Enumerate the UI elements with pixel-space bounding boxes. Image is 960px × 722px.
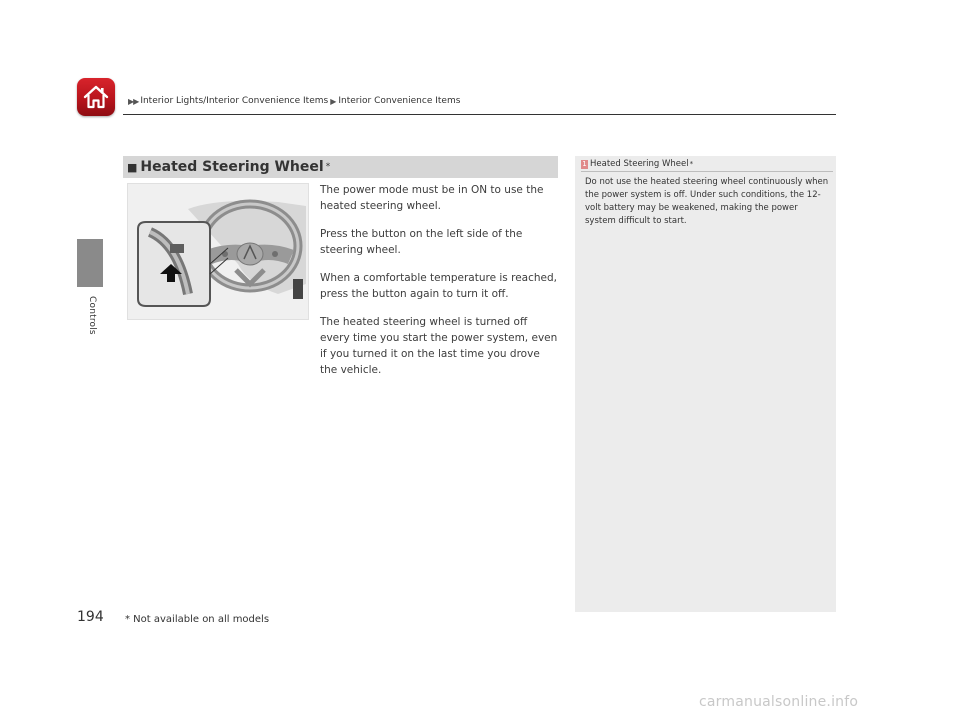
steering-wheel-image (128, 184, 308, 319)
note-title (581, 159, 693, 169)
breadcrumb-item-convenience-items[interactable]: Interior Convenience Items (338, 96, 461, 106)
header-divider (123, 114, 836, 115)
triangle-right-icon: ▶ (330, 96, 337, 106)
section-heading (123, 156, 558, 178)
note-index-badge: 1 (582, 160, 587, 168)
steering-wheel-illustration (127, 183, 309, 320)
body-paragraph: When a comfortable temperature is reached, press the button again to turn it off. (320, 272, 557, 300)
section-title: Heated Steering Wheel (140, 159, 324, 175)
note-title-text: Heated Steering Wheel (590, 159, 689, 169)
breadcrumb-item-interior-lights[interactable]: Interior Lights/Interior Convenience Items (140, 96, 329, 106)
body-paragraph: The power mode must be in ON to use the heated steering wheel. (320, 184, 544, 212)
note-text: Do not use the heated steering wheel continuously when the power system is off. Under such conditions, the 12-volt battery may be weakened, making the power system difficult to start. (585, 177, 829, 226)
side-note (575, 156, 836, 612)
home-button[interactable] (77, 78, 115, 116)
side-tab-marker (77, 239, 103, 287)
body-text (320, 182, 560, 390)
home-icon (82, 84, 110, 110)
breadcrumb (128, 94, 460, 108)
note-title-star: * (689, 160, 694, 168)
note-divider (581, 171, 833, 172)
pointer-arrow-icon (158, 262, 184, 284)
page-number: 194 (77, 609, 104, 625)
double-triangle-right-icon: ▶▶ (128, 96, 139, 106)
watermark: carmanualsonline.info (699, 694, 859, 710)
section-title-star: * (325, 162, 331, 172)
black-square-icon: ■ (127, 160, 138, 174)
body-paragraph: The heated steering wheel is turned off every time you start the power system, even if you turned it on the last time you drove the vehicle. (320, 316, 558, 376)
side-tab-label: Controls (87, 296, 97, 335)
body-paragraph: Press the button on the left side of the steering wheel. (320, 228, 523, 256)
footnote: * Not available on all models (125, 614, 270, 625)
